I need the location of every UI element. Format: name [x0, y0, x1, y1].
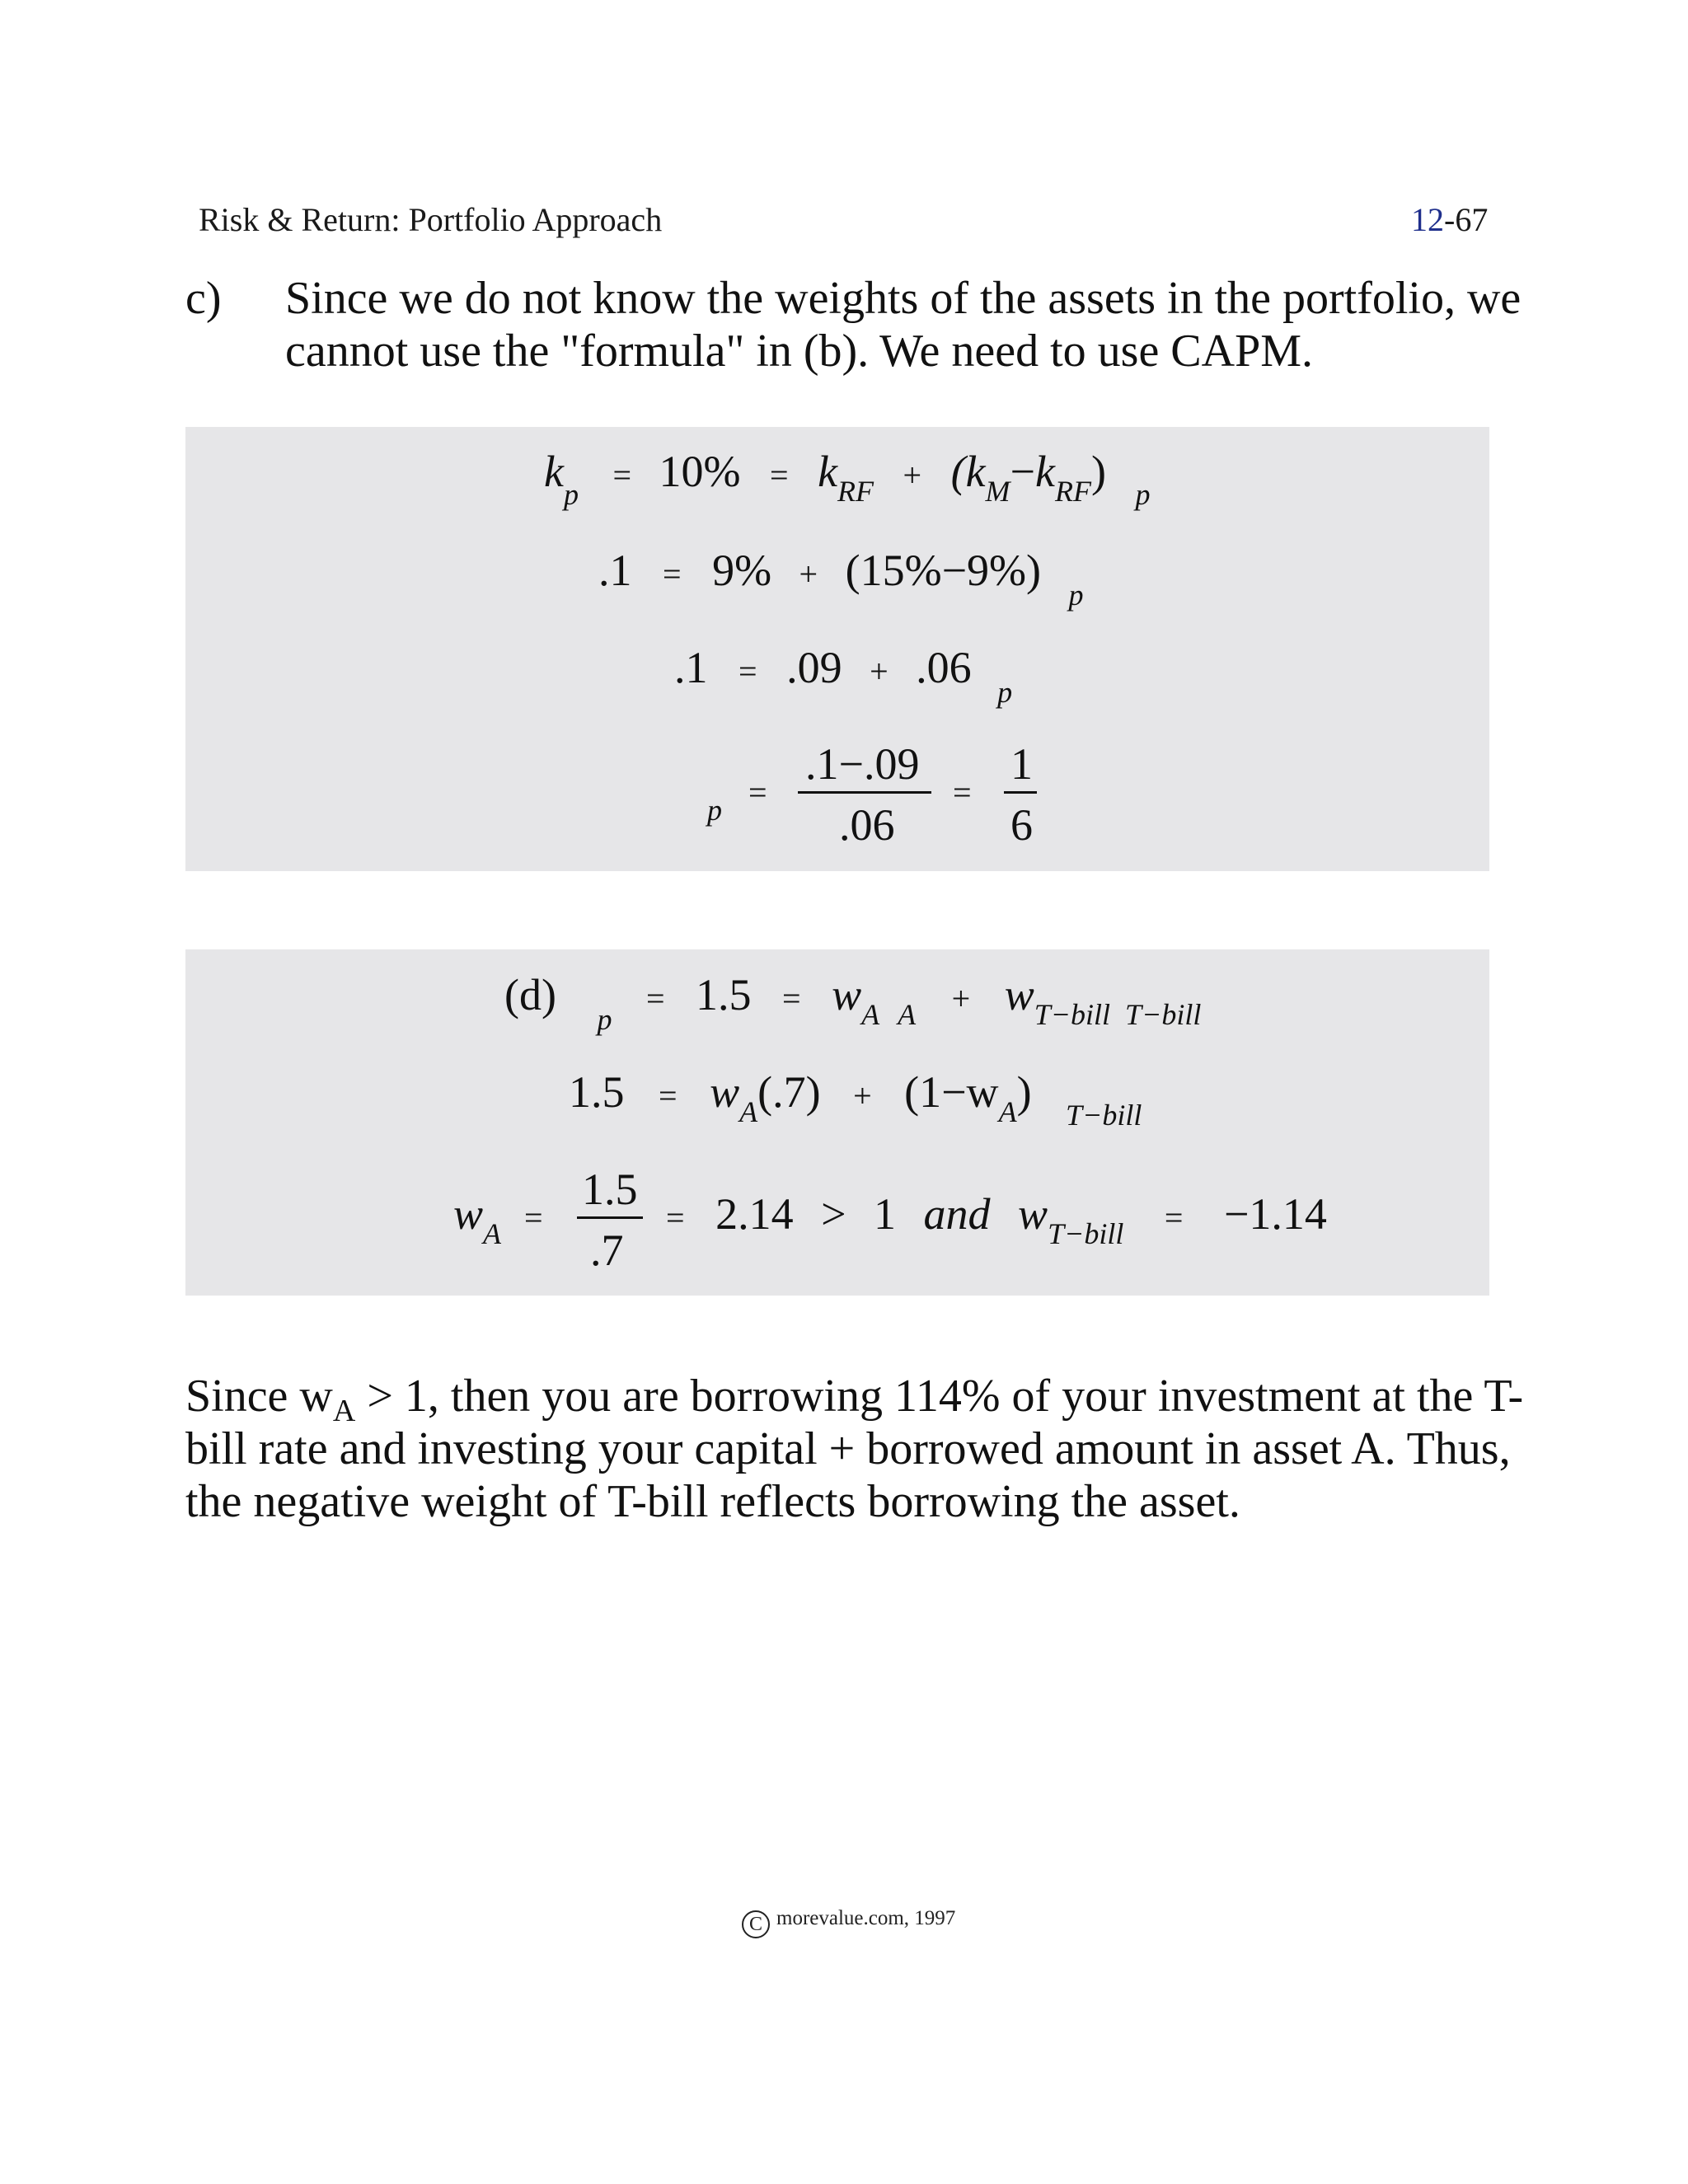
copyright-icon: C: [742, 1910, 770, 1938]
fraction-numerator: .1−.09: [805, 739, 920, 789]
equals-sign: =: [953, 774, 972, 811]
conclusion-line-1: Since $w_A > 1$, then you are borrowing 114% of your investment at the T-: [185, 1371, 1524, 1428]
running-header-title: Risk & Return: Portfolio Approach: [199, 201, 663, 238]
page-number-rest: -67: [1444, 201, 1489, 238]
capm-equation-row-2: .1 = 9% + (15%−9%) $_p$: [598, 546, 1084, 612]
fraction-bar: [1004, 791, 1037, 794]
fraction-bar: [577, 1216, 643, 1219]
fraction-bar: [798, 791, 931, 794]
copyright-text: morevalue.com, 1997: [776, 1907, 956, 1929]
fraction-denominator: .7: [590, 1226, 624, 1275]
equals-sign: =: [748, 774, 767, 811]
capm-equation-row-1: $k_p = 10\% = k_{RF} + (k_M-k_{RF})$ $_p$: [544, 447, 1151, 511]
part-c-line-1: Since we do not know the weights of the assets in the portfolio, we: [285, 273, 1522, 324]
equals-sign: =: [524, 1199, 543, 1236]
part-d-equation-row-2: $1.5 = w_A(.7) + (1-w_A)$ $_{T-bill}$: [569, 1067, 1142, 1132]
conclusion-line-3: the negative weight of T-bill reflects borrowing the asset.: [185, 1476, 1240, 1527]
weight-a-symbol: $w_A$: [453, 1189, 502, 1250]
fraction-denominator: 6: [1010, 800, 1033, 850]
page-number: [1411, 200, 1488, 239]
page-number-chapter: 12: [1411, 201, 1444, 238]
beta-p-symbol: p: [707, 794, 722, 827]
fraction-numerator: 1.5: [582, 1165, 638, 1214]
part-c-label: c): [185, 273, 222, 324]
part-d-equation-row-1: (d) $_p = 1.5 = w_A$ $_A + w_{T-bill}$ $_{T-bill}$: [504, 970, 1202, 1036]
fraction-denominator: .06: [839, 800, 895, 850]
part-c-line-2: cannot use the "formula" in (b). We need to use CAPM.: [285, 326, 1314, 377]
fraction-numerator: 1: [1010, 739, 1033, 789]
capm-equation-row-3: .1 = .09 + .06 $_p$: [674, 643, 1013, 709]
part-d-equation-row-3-result: = 2.14 > 1 and $w_{T-bill} = -1.14$: [666, 1189, 1327, 1250]
conclusion-line-2: bill rate and investing your capital + borrowed amount in asset A. Thus,: [185, 1423, 1511, 1474]
